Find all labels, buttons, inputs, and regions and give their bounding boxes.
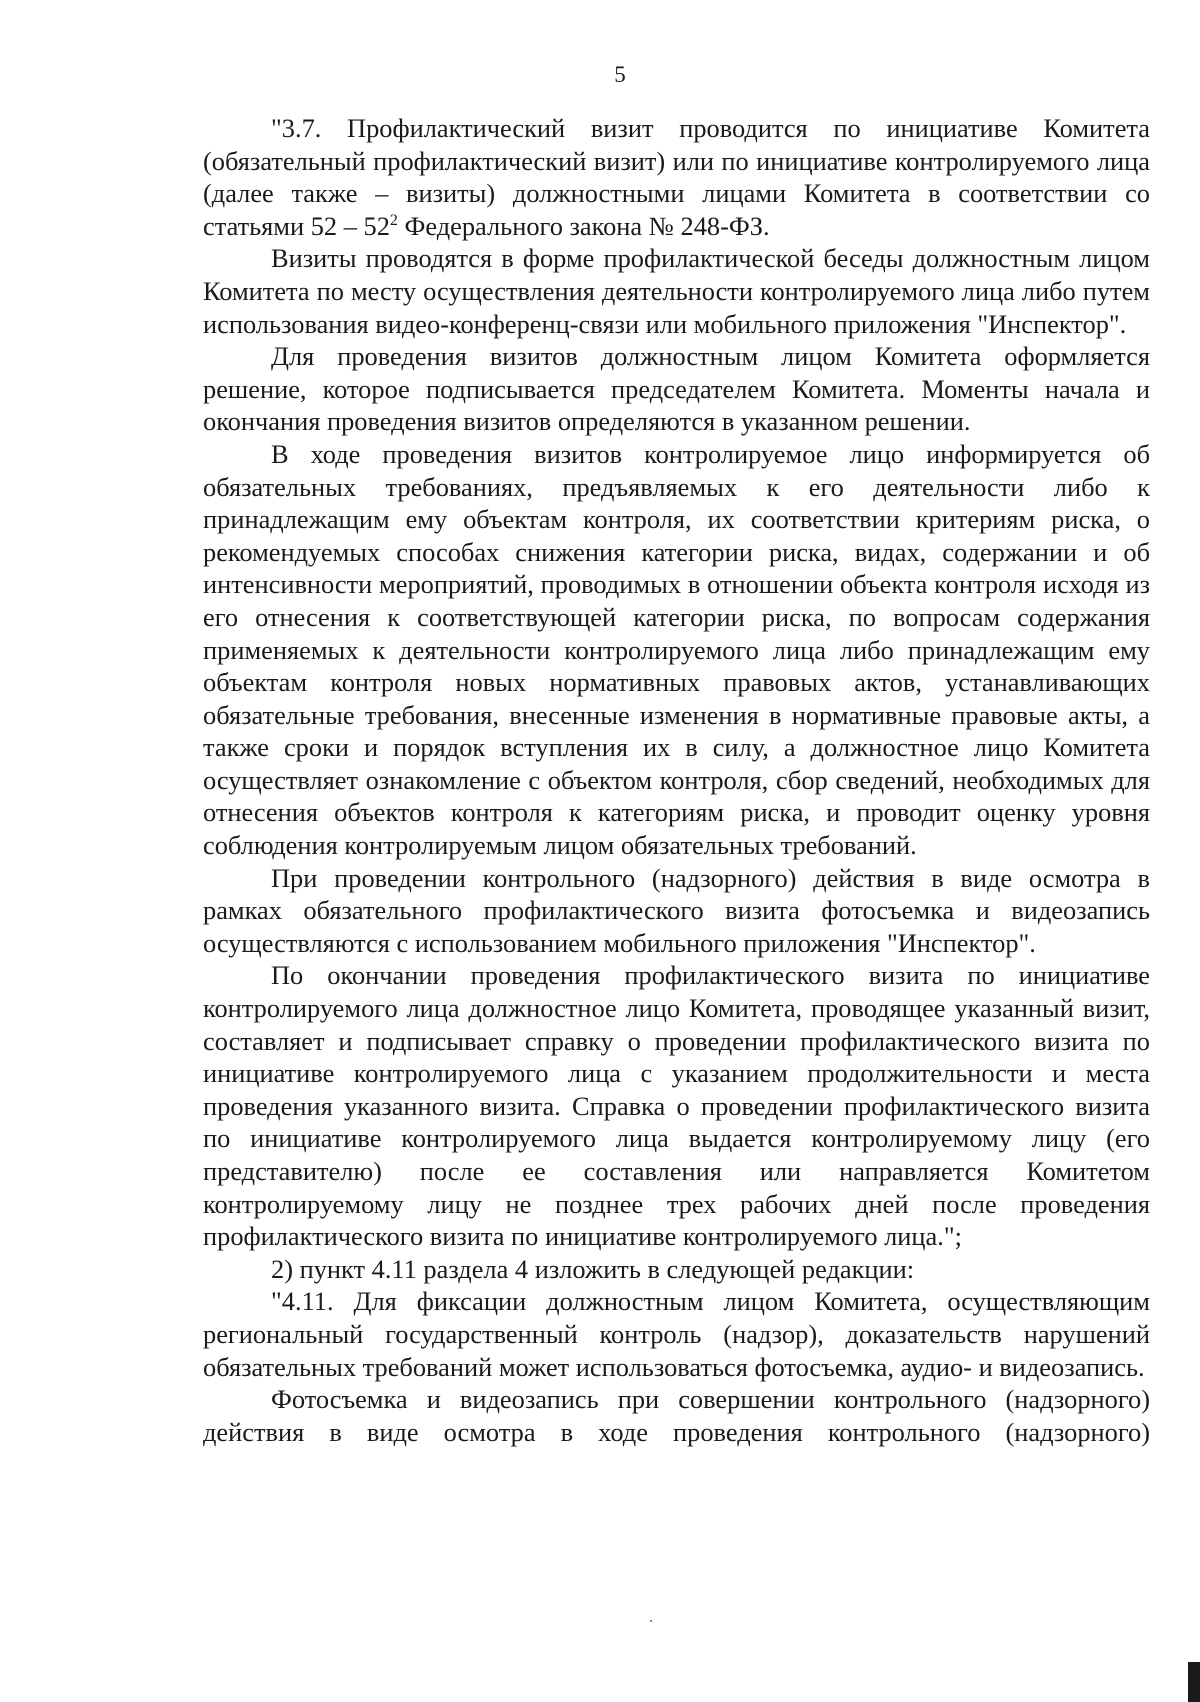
paragraph-3-7-text: "3.7. Профилактический визит проводится по инициативе Комитета (обязательный профилактический визит) или по инициативе контролируемого лица (далее также – визиты) должностными лицами Комитета в соответствии со статьями 52 – 52 <box>203 113 1150 241</box>
paragraph-3-7 <box>203 112 1150 242</box>
paragraph-item-2: 2) пункт 4.11 раздела 4 изложить в следующей редакции: <box>271 1253 915 1284</box>
paragraph-visit-form: Визиты проводятся в форме профилактической беседы должностным лицом Комитета по месту осуществления деятельности контролируемого лица либо путем использования видео-конференц-связи или мобильного приложения "Инспектор". <box>203 243 1150 339</box>
paragraph-visit-informing: В ходе проведения визитов контролируемое лицо информируется об обязательных требованиях, предъявляемых к его деятельности либо к принадлежащим ему объектам контроля, их соответствии критериям риска, о рекомендуемых способах снижения категории риска, видах, содержании и об интенсивности мероприятий, проводимых в отношении объекта контроля исходя из его отнесения к соответствующей категории риска, по вопросам содержания применяемых к деятельности контролируемого лица либо принадлежащим ему объектам контроля новых нормативных правовых актов, устанавливающих обязательные требования, внесенные изменения в нормативные правовые акты, а также сроки и порядок вступления их в силу, а должностное лицо Комитета осуществляет ознакомление с объектом контроля, сбор сведений, необходимых для отнесения объектов контроля к категориям риска, и проводит оценку уровня соблюдения контролируемым лицом обязательных требований. <box>203 438 1150 861</box>
paragraph-visit-certificate: По окончании проведения профилактического визита по инициативе контролируемого лица должностное лицо Комитета, проводящее указанный визит, составляет и подписывает справку о проведении профилактического визита по инициативе контролируемого лица с указанием продолжительности и места проведения указанного визита. Справка о проведении профилактического визита по инициативе контролируемого лица выдается контролируемому лицу (его представителю) после ее составления или направляется Комитетом контролируемому лицу не позднее трех рабочих дней после проведения профилактического визита по инициативе контролируемого лица."; <box>203 960 1150 1252</box>
paragraph-3-7-tail: Федерального закона № 248-ФЗ. <box>397 210 770 241</box>
paragraph-inspection-photo: При проведении контрольного (надзорного) действия в виде осмотра в рамках обязательного профилактического визита фотосъемка и видеозапись осуществляются с использованием мобильного приложения "Инспектор". <box>203 862 1150 958</box>
page-number: 5 <box>614 62 626 87</box>
scan-speck <box>650 1620 652 1622</box>
paragraph-photo-video: Фотосъемка и видеозапись при совершении контрольного (надзорного) действия в виде осмотра в ходе проведения контрольного (надзорного) <box>203 1384 1150 1447</box>
paragraph-visit-decision: Для проведения визитов должностным лицом Комитета оформляется решение, которое подписывается председателем Комитета. Моменты начала и окончания проведения визитов определяются в указанном решении. <box>203 341 1150 437</box>
document-body <box>203 112 1150 1448</box>
superscript-2: 2 <box>389 211 398 229</box>
scan-edge-mark <box>1188 1662 1200 1702</box>
paragraph-4-11: "4.11. Для фиксации должностным лицом Комитета, осуществляющим региональный государственный контроль (надзор), доказательств нарушений обязательных требований может использоваться фотосъемка, аудио- и видеозапись. <box>203 1286 1150 1382</box>
